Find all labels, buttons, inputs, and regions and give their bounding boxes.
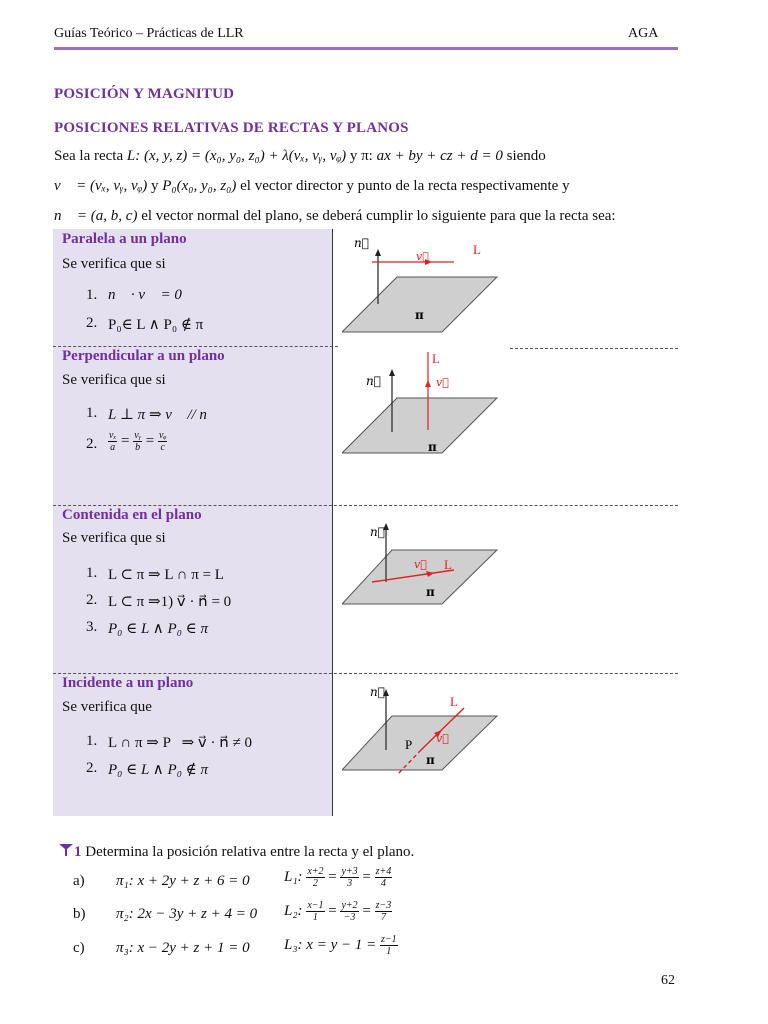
label-n: n⃗: [370, 525, 385, 539]
condition-3: [108, 619, 208, 638]
exercise-c-line: [284, 934, 398, 957]
item-number: 3.: [86, 619, 98, 635]
label-v: v⃗: [436, 732, 449, 745]
figure-incident: [342, 680, 512, 780]
line-label: L₂:: [284, 902, 303, 919]
fraction: [108, 430, 117, 453]
arrowhead: [389, 369, 395, 376]
equals: =: [328, 902, 337, 919]
label-pi: π: [428, 440, 437, 454]
fraction: [340, 866, 358, 889]
label-n: n⃗: [366, 374, 381, 388]
plane-equation: π₃: x − 2y + z + 1 = 0: [116, 940, 250, 956]
exercise-b-plane: [116, 906, 257, 923]
numerator: x+2: [307, 866, 324, 877]
item-number: 2.: [86, 760, 98, 776]
item-number: 1.: [86, 287, 98, 303]
separator: [510, 348, 678, 349]
exercise-marker-icon: [58, 843, 74, 857]
numerator: vᵧ: [134, 430, 141, 441]
fraction: [158, 430, 168, 453]
denominator: b: [135, 442, 141, 453]
separator: [53, 346, 338, 347]
label-n: n⃗: [370, 685, 385, 699]
denominator: −3: [343, 912, 356, 923]
numerator: z+4: [375, 866, 392, 877]
condition-2-fractions: [108, 430, 167, 453]
numerator: vₓ: [109, 430, 117, 441]
exercise-text: Determina la posición relativa entre la recta y el plano.: [81, 844, 415, 860]
section-verif: Se verifica que si: [62, 256, 166, 272]
fraction: [133, 430, 142, 453]
intro-text: Sea la recta: [54, 148, 127, 164]
figure-contained: [342, 514, 512, 614]
label-pi: π: [426, 753, 435, 767]
line-label: L₃: x = y − 1 =: [284, 936, 377, 953]
exercise-c-label: c): [73, 940, 85, 956]
separator: [53, 505, 678, 506]
condition-text: L ⊥ π ⇒ v⃗ // n⃗: [108, 407, 219, 423]
denominator: 4: [380, 878, 386, 889]
denominator: c: [160, 442, 165, 453]
denominator: 2: [312, 878, 318, 889]
condition-2: P₀∈ L ∧ P₀ ∉ π: [108, 317, 204, 333]
fraction: [380, 934, 398, 957]
fraction: [340, 900, 358, 923]
condition-text: n⃗ · v⃗ = 0: [108, 287, 182, 303]
item-number: 2.: [86, 436, 98, 452]
section-title-paralela: Paralela a un plano: [62, 231, 187, 247]
item-number: 2.: [86, 315, 98, 331]
denominator: 7: [380, 912, 386, 923]
intro-text: y π:: [346, 148, 377, 164]
plane-equation: π₁: x + 2y + z + 6 = 0: [116, 873, 250, 889]
condition-1: [108, 287, 182, 304]
equals: =: [328, 868, 337, 885]
exercise-a-label: a): [73, 873, 85, 889]
denominator: 3: [347, 878, 353, 889]
director-vector: v⃗ = (vₓ, vᵧ, vᵩ): [54, 178, 148, 194]
plane: [342, 277, 497, 332]
condition-text: P₀ ∈ L ∧ P₀ ∈ π: [108, 621, 209, 637]
section-title-incidente: Incidente a un plano: [62, 675, 194, 691]
intro-text: y: [147, 178, 163, 194]
item-number: 1.: [86, 565, 98, 581]
label-v: v⃗: [414, 558, 427, 571]
equals: =: [362, 868, 371, 885]
fraction: [306, 866, 324, 889]
denominator: a: [110, 442, 116, 453]
plane-equation: ax + by + cz + d = 0: [376, 148, 503, 164]
title-posicion: POSICIÓN Y MAGNITUD: [54, 86, 235, 102]
exercise-b-label: b): [73, 906, 86, 922]
item-number: 2.: [86, 592, 98, 608]
item-number: 1.: [86, 405, 98, 421]
exercise-number: 1: [74, 844, 82, 860]
line-label: L₁:: [284, 868, 303, 885]
denominator: 1: [386, 946, 392, 957]
numerator: z−3: [375, 900, 392, 911]
condition-1: L ∩ π ⇒ P ⇒ v⃗ · n⃗ ≠ 0: [108, 735, 253, 751]
label-L: L: [432, 351, 440, 366]
header-right: AGA: [628, 26, 659, 41]
page-number: 62: [661, 973, 675, 988]
section-verif: Se verifica que: [62, 699, 152, 715]
plane-equation: π₂: 2x − 3y + z + 4 = 0: [116, 906, 258, 922]
header-left: Guías Teórico – Prácticas de LLR: [54, 26, 244, 41]
intro-text: el vector director y punto de la recta respectivamente y: [236, 178, 570, 194]
label-pi: π: [415, 308, 424, 322]
numerator: x−1: [307, 900, 324, 911]
condition-1: L ⊂ π ⇒ L ∩ π = L: [108, 567, 224, 583]
separator: [53, 673, 678, 674]
section-verif: Se verifica que si: [62, 372, 166, 388]
condition-2: L ⊂ π ⇒1) v⃗ · n⃗ = 0: [108, 594, 232, 610]
column-divider: [332, 229, 333, 816]
fraction: [306, 900, 324, 923]
intro-text: siendo: [502, 148, 546, 164]
fraction: [375, 900, 393, 923]
numerator: y+3: [341, 866, 358, 877]
label-P: P: [405, 737, 413, 752]
exercise-a-line: [284, 866, 392, 889]
exercise-b-line: [284, 900, 392, 923]
label-v: v⃗: [416, 250, 429, 263]
title-posiciones-relativas: POSICIONES RELATIVAS DE RECTAS Y PLANOS: [54, 120, 409, 136]
equals: =: [362, 902, 371, 919]
condition-2: [108, 760, 208, 779]
label-L: L: [444, 557, 452, 572]
label-L: L: [450, 694, 458, 709]
exercise-c-plane: [116, 940, 250, 957]
label-pi: π: [426, 585, 435, 599]
header-divider: [54, 47, 678, 50]
label-v: v⃗: [436, 376, 449, 389]
denominator: 1: [312, 912, 318, 923]
section-verif: Se verifica que si: [62, 530, 166, 546]
normal-vector: n⃗ = (a, b, c): [54, 208, 138, 224]
section-title-contenida: Contenida en el plano: [62, 507, 202, 523]
fraction: [375, 866, 393, 889]
figure-perpendicular: [342, 350, 512, 460]
intro-line-1: [54, 146, 546, 166]
numerator: y+2: [341, 900, 358, 911]
label-n: n⃗: [354, 236, 369, 250]
plane: [342, 398, 497, 453]
arrowhead: [375, 249, 381, 256]
equals: =: [145, 432, 155, 449]
intro-text: el vector normal del plano, se deberá cumplir lo siguiente para que la recta sea:: [137, 208, 616, 224]
arrowhead: [425, 380, 431, 387]
numerator: z−1: [380, 934, 397, 945]
figure-parallel: [342, 232, 512, 342]
numerator: vᵩ: [158, 430, 167, 441]
exercise-statement: [58, 842, 414, 862]
intro-line-3: [54, 206, 616, 226]
point-p0: P₀(x₀, y₀, z₀): [162, 178, 237, 194]
item-number: 1.: [86, 733, 98, 749]
label-L: L: [473, 242, 481, 257]
condition-text: P₀ ∈ L ∧ P₀ ∉ π: [108, 762, 209, 778]
equals: =: [121, 432, 130, 449]
exercise-a-plane: [116, 873, 250, 890]
intro-line-2: [54, 176, 570, 196]
condition-1: [108, 405, 219, 424]
line-equation: L: (x, y, z) = (x₀, y₀, z₀) + λ(vₓ, vᵧ, vᵩ): [126, 148, 347, 164]
section-title-perpendicular: Perpendicular a un plano: [62, 348, 225, 364]
plane: [342, 716, 497, 770]
